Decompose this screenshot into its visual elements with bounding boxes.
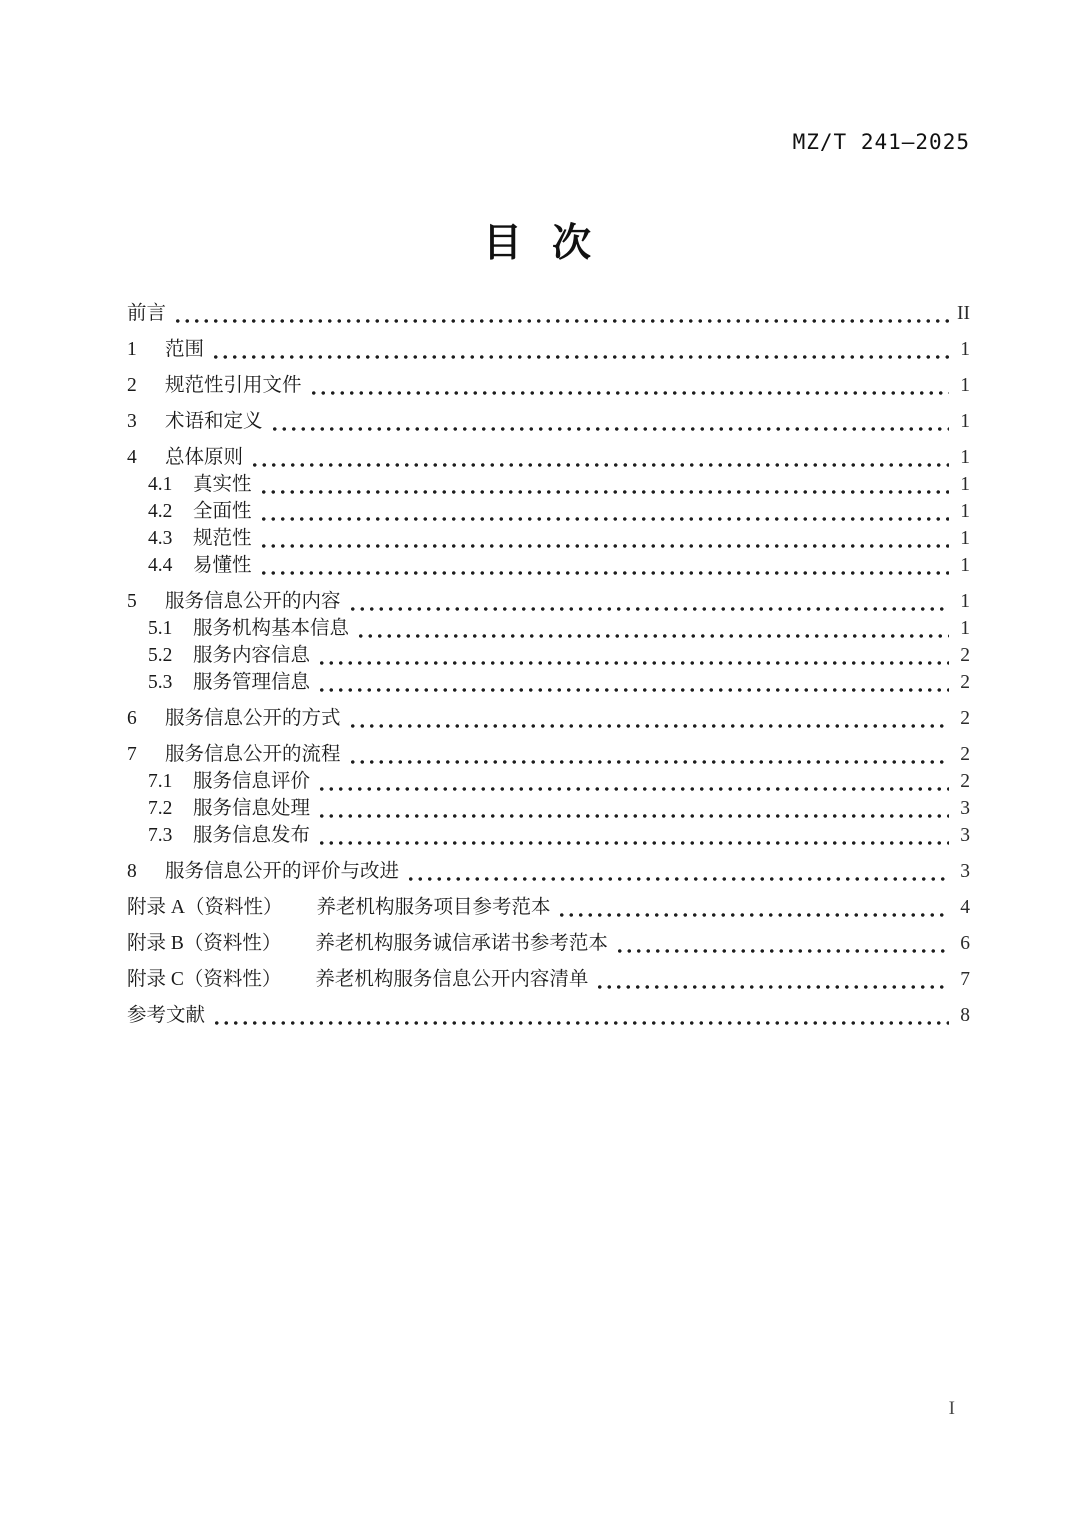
- dot-leader: [317, 643, 949, 669]
- dot-leader: [212, 1003, 949, 1029]
- entry-label: 服务信息发布: [193, 825, 311, 846]
- toc-entry: [127, 552, 970, 579]
- entry-page: 8: [960, 1005, 970, 1026]
- entry-number: 4.4: [148, 555, 173, 576]
- toc-entry-appendix-b: [127, 930, 970, 957]
- entry-page: 1: [960, 375, 970, 396]
- entry-number: 5.1: [148, 618, 173, 639]
- dot-leader: [259, 499, 949, 525]
- entry-page: 1: [960, 528, 970, 549]
- entry-page: 2: [960, 645, 970, 666]
- entry-label: 术语和定义: [165, 411, 263, 432]
- toc-entry: [127, 471, 970, 498]
- dot-leader: [317, 796, 949, 822]
- entry-page: 1: [960, 447, 970, 468]
- entry-label: 服务信息公开的内容: [165, 591, 341, 612]
- toc-entry: [127, 525, 970, 552]
- entry-page: 1: [960, 555, 970, 576]
- toc-entry: [127, 669, 970, 696]
- toc-entry: [127, 768, 970, 795]
- dot-leader: [173, 301, 949, 327]
- entry-label: 服务信息处理: [193, 798, 311, 819]
- entry-page: 7: [960, 969, 970, 990]
- entry-number: 4.2: [148, 501, 173, 522]
- dot-leader: [348, 589, 949, 615]
- entry-label: 易懂性: [193, 555, 252, 576]
- dot-leader: [211, 337, 949, 363]
- toc-entry: [127, 822, 970, 849]
- dot-leader: [348, 706, 949, 732]
- entry-page: 2: [960, 708, 970, 729]
- entry-page: 2: [960, 672, 970, 693]
- entry-label: 养老机构服务诚信承诺书参考范本: [315, 933, 608, 954]
- entry-label: 规范性引用文件: [165, 375, 302, 396]
- dot-leader: [406, 859, 949, 885]
- dot-leader: [348, 742, 949, 768]
- dot-leader: [557, 895, 949, 921]
- toc-entry: [127, 615, 970, 642]
- entry-page: 2: [960, 744, 970, 765]
- entry-number: 4: [127, 447, 137, 468]
- entry-number: 7.1: [148, 771, 173, 792]
- toc-entry: [127, 408, 970, 435]
- entry-number: 3: [127, 411, 137, 432]
- entry-number: 附录 C（资料性）: [127, 969, 282, 990]
- footer-page-number: I: [948, 1398, 955, 1419]
- toc-entry: [127, 705, 970, 732]
- entry-number: 6: [127, 708, 137, 729]
- entry-number: 5: [127, 591, 137, 612]
- dot-leader: [259, 526, 949, 552]
- entry-label: 服务信息公开的流程: [165, 744, 341, 765]
- entry-label: 总体原则: [165, 447, 244, 468]
- dot-leader: [317, 823, 949, 849]
- entry-number: 7: [127, 744, 137, 765]
- toc-entry: [127, 642, 970, 669]
- entry-page: II: [957, 303, 970, 324]
- entry-label: 全面性: [193, 501, 252, 522]
- entry-number: 8: [127, 861, 137, 882]
- toc-entry: [127, 1002, 970, 1029]
- entry-label: 服务机构基本信息: [193, 618, 350, 639]
- toc-entry: [127, 498, 970, 525]
- entry-page: 1: [960, 618, 970, 639]
- dot-leader: [615, 931, 949, 957]
- entry-number: 附录 B（资料性）: [127, 933, 282, 954]
- dot-leader: [309, 373, 949, 399]
- toc-entry: [127, 444, 970, 471]
- dot-leader: [259, 553, 949, 579]
- toc-entry: [127, 741, 970, 768]
- entry-page: 1: [960, 501, 970, 522]
- entry-label: 服务信息评价: [193, 771, 311, 792]
- entry-label: 真实性: [193, 474, 252, 495]
- entry-number: 1: [127, 339, 137, 360]
- dot-leader: [259, 472, 949, 498]
- entry-page: 2: [960, 771, 970, 792]
- entry-number: 4.3: [148, 528, 173, 549]
- entry-page: 3: [960, 798, 970, 819]
- dot-leader: [270, 409, 949, 435]
- table-of-contents: [127, 300, 970, 1029]
- page-title: 目次: [482, 222, 621, 265]
- entry-page: 6: [960, 933, 970, 954]
- entry-label: 服务信息公开的评价与改进: [165, 861, 400, 882]
- entry-page: 1: [960, 591, 970, 612]
- toc-entry: [127, 300, 970, 327]
- entry-number: 7.2: [148, 798, 173, 819]
- entry-number: 2: [127, 375, 137, 396]
- entry-number: 附录 A（资料性）: [127, 897, 283, 918]
- toc-entry-appendix-a: [127, 894, 970, 921]
- entry-page: 1: [960, 411, 970, 432]
- toc-entry: [127, 336, 970, 363]
- entry-page: 4: [960, 897, 970, 918]
- entry-label: 服务管理信息: [193, 672, 311, 693]
- toc-entry: [127, 858, 970, 885]
- entry-number: 5.2: [148, 645, 173, 666]
- entry-label: 前言: [127, 303, 167, 324]
- entry-page: 1: [960, 339, 970, 360]
- entry-label: 参考文献: [127, 1005, 206, 1026]
- entry-page: 3: [960, 825, 970, 846]
- toc-entry: [127, 372, 970, 399]
- dot-leader: [317, 769, 949, 795]
- dot-leader: [250, 445, 949, 471]
- entry-label: 规范性: [193, 528, 252, 549]
- entry-number: 5.3: [148, 672, 173, 693]
- toc-entry-appendix-c: [127, 966, 970, 993]
- entry-number: 7.3: [148, 825, 173, 846]
- entry-page: 1: [960, 474, 970, 495]
- toc-entry: [127, 588, 970, 615]
- dot-leader: [595, 967, 949, 993]
- entry-label: 服务内容信息: [193, 645, 311, 666]
- doc-code: MZ/T 241—2025: [792, 130, 970, 154]
- dot-leader: [356, 616, 949, 642]
- entry-label: 范围: [165, 339, 205, 360]
- dot-leader: [317, 670, 949, 696]
- toc-entry: [127, 795, 970, 822]
- entry-label: 服务信息公开的方式: [165, 708, 341, 729]
- entry-page: 3: [960, 861, 970, 882]
- entry-number: 4.1: [148, 474, 173, 495]
- entry-label: 养老机构服务项目参考范本: [316, 897, 551, 918]
- entry-label: 养老机构服务信息公开内容清单: [315, 969, 589, 990]
